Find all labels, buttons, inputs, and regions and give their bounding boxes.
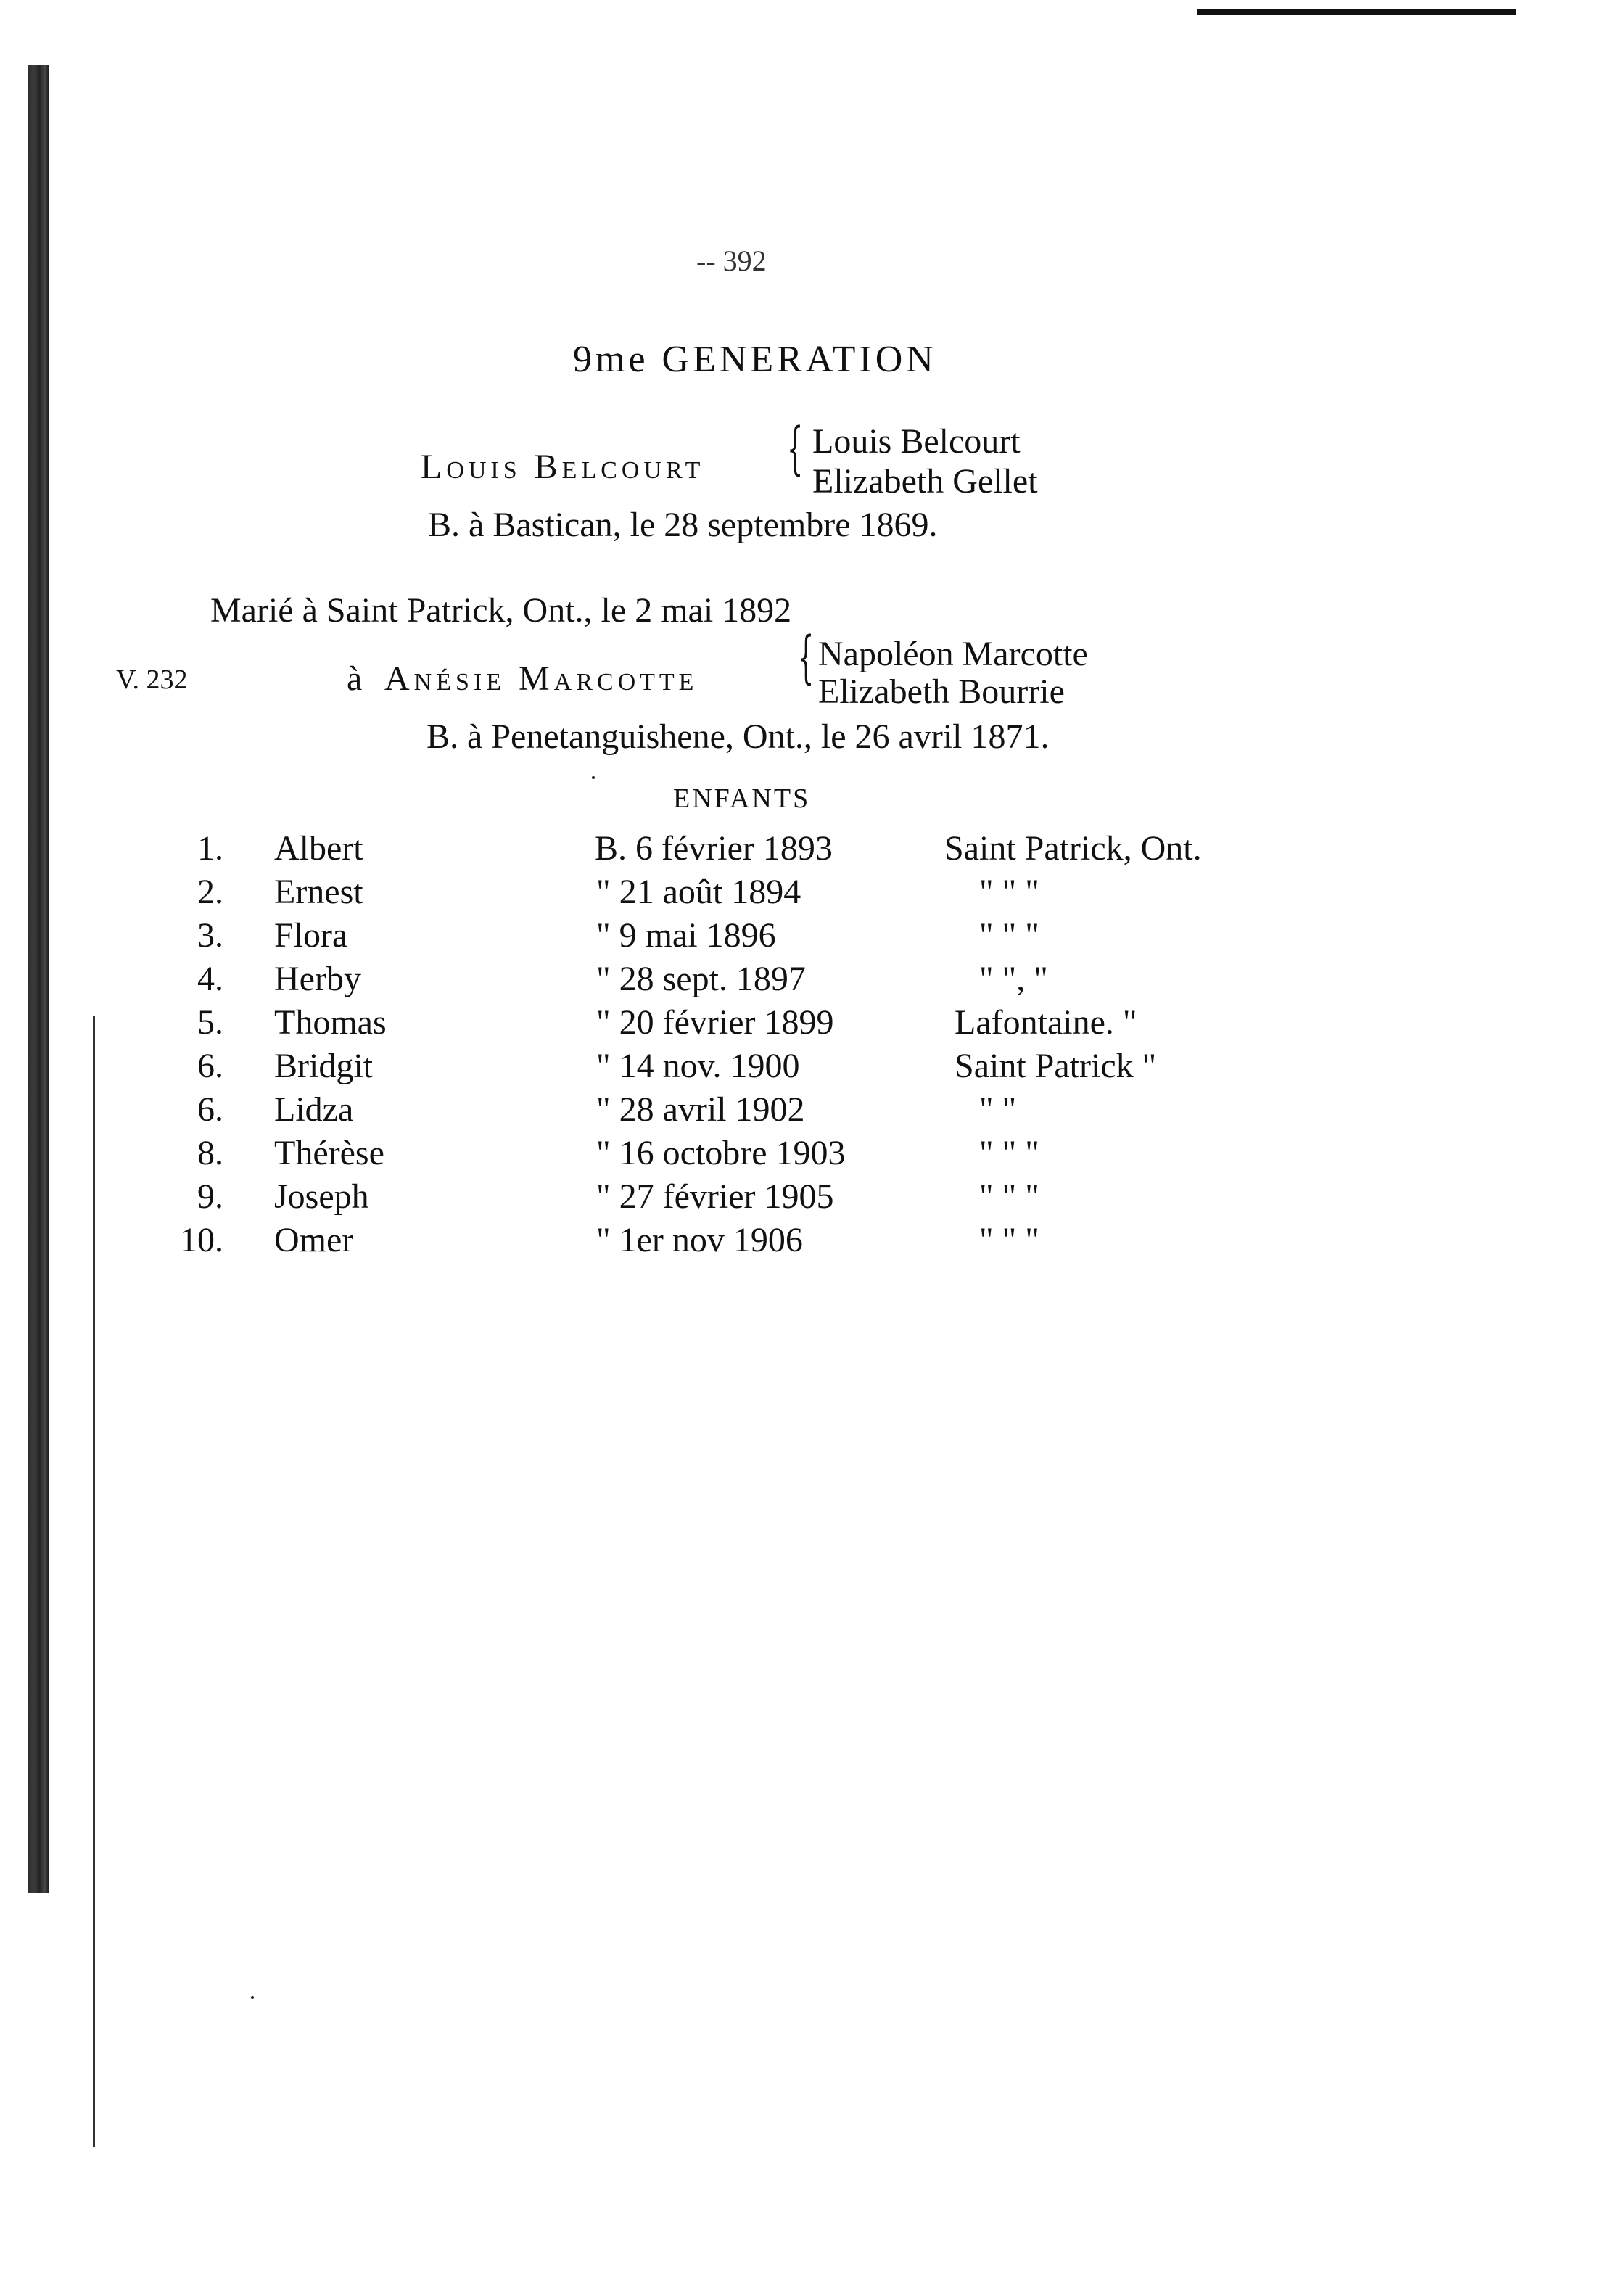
child-name: Albert xyxy=(274,829,363,868)
children-heading: ENFANTS xyxy=(673,783,811,814)
child-birth-date: " 14 nov. 1900 xyxy=(596,1047,800,1085)
child-birth-place: " " " xyxy=(979,873,1039,911)
spouse-parents-brace: { xyxy=(798,625,815,691)
child-name: Lidza xyxy=(274,1090,354,1129)
subject-mother: Elizabeth Gellet xyxy=(812,462,1038,501)
subject-name: Louis Belcourt xyxy=(421,448,705,486)
binding-edge xyxy=(28,65,49,1893)
child-birth-date: " 9 mai 1896 xyxy=(596,916,776,955)
child-birth-place: " " " xyxy=(979,1221,1039,1259)
child-birth-place: " ", " xyxy=(979,960,1048,998)
child-number: 4. xyxy=(197,960,223,998)
child-birth-date: " 27 février 1905 xyxy=(596,1177,834,1216)
subject-birth: B. à Bastican, le 28 septembre 1869. xyxy=(428,506,938,544)
child-number: 6. xyxy=(197,1047,223,1085)
child-birth-place: " " " xyxy=(979,1134,1039,1172)
child-birth-place: Saint Patrick, Ont. xyxy=(944,829,1202,868)
child-name: Thomas xyxy=(274,1003,387,1042)
child-birth-place: Lafontaine. " xyxy=(955,1003,1137,1042)
generation-heading: 9me GENERATION xyxy=(573,339,937,380)
marriage-line: Marié à Saint Patrick, Ont., le 2 mai 1892 xyxy=(210,591,792,630)
child-birth-date: " 28 avril 1902 xyxy=(596,1090,805,1129)
child-birth-date: " 16 octobre 1903 xyxy=(596,1134,846,1172)
page-margin-line xyxy=(93,1016,95,2147)
child-name: Omer xyxy=(274,1221,354,1259)
child-number: 3. xyxy=(197,916,223,955)
child-name: Ernest xyxy=(274,873,363,911)
child-number: 5. xyxy=(197,1003,223,1042)
child-birth-place: Saint Patrick " xyxy=(955,1047,1157,1085)
child-number: 9. xyxy=(197,1177,223,1216)
child-name: Herby xyxy=(274,960,361,998)
child-number: 1. xyxy=(197,829,223,868)
child-birth-place: " " " xyxy=(979,916,1039,955)
child-birth-place: " " " xyxy=(979,1177,1039,1216)
spouse-prefix: à xyxy=(347,659,363,698)
child-name: Thérèse xyxy=(274,1134,384,1172)
child-birth-date: " 20 février 1899 xyxy=(596,1003,834,1042)
page-number: -- 392 xyxy=(696,244,767,277)
parents-brace: { xyxy=(787,416,804,482)
child-number: 8. xyxy=(197,1134,223,1172)
top-edge-rule xyxy=(1197,9,1516,15)
child-birth-date: " 1er nov 1906 xyxy=(596,1221,803,1259)
volume-reference: V. 232 xyxy=(116,664,188,695)
child-number: 10. xyxy=(180,1221,223,1259)
child-birth-date: " 28 sept. 1897 xyxy=(596,960,806,998)
child-birth-date: " 21 août 1894 xyxy=(596,873,801,911)
spouse-birth: B. à Penetanguishene, Ont., le 26 avril 1871. xyxy=(426,717,1050,756)
spouse-father: Napoléon Marcotte xyxy=(818,635,1088,673)
child-number: 2. xyxy=(197,873,223,911)
child-birth-date: B. 6 février 1893 xyxy=(595,829,833,868)
child-birth-place: " " xyxy=(979,1090,1017,1129)
spouse-mother: Elizabeth Bourrie xyxy=(818,672,1065,711)
subject-father: Louis Belcourt xyxy=(812,422,1021,461)
child-name: Bridgit xyxy=(274,1047,374,1085)
stray-mark xyxy=(592,776,595,779)
child-name: Joseph xyxy=(274,1177,369,1216)
spouse-name: Anésie Marcotte xyxy=(384,659,698,698)
child-name: Flora xyxy=(274,916,348,955)
child-number: 6. xyxy=(197,1090,223,1129)
stray-mark xyxy=(251,1996,254,1999)
